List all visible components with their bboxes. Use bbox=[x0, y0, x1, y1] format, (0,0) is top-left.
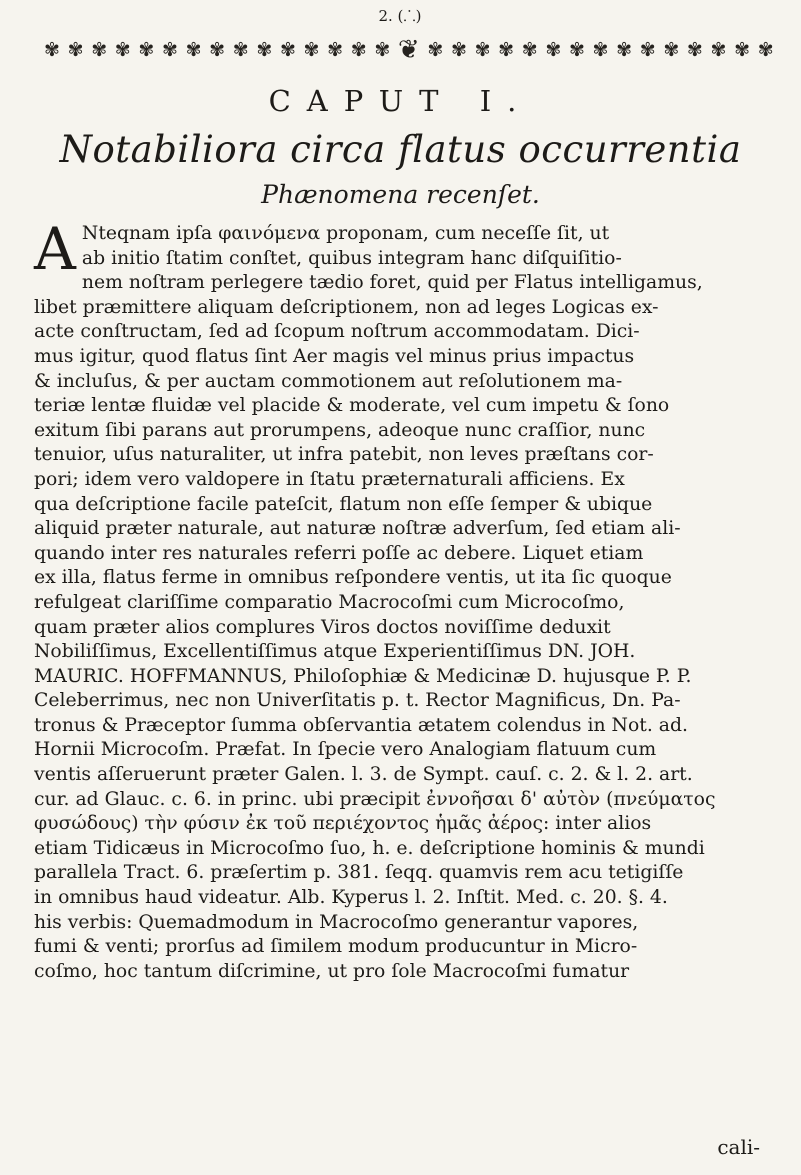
ornament-center-icon: ❦ bbox=[397, 34, 420, 65]
text-line: teriæ lentæ fluidæ vel placide & moderate, vel cum impetu & ſono bbox=[34, 395, 670, 417]
text-line: exitum ſibi parans aut prorumpens, adeoque nunc craſſior, nunc bbox=[34, 419, 646, 441]
text-line: Celeberrimus, nec non Univerſitatis p. t. Rector Magnificus, Dn. Pa- bbox=[34, 690, 681, 712]
text-line: pori; idem vero valdopere in ſtatu præternaturali afficiens. Ex bbox=[34, 468, 625, 490]
catchword: cali- bbox=[717, 1135, 760, 1159]
ornament-icon: ✾ bbox=[568, 38, 585, 61]
ornament-icon: ✾ bbox=[138, 38, 155, 61]
text-line: cur. ad Glauc. c. 6. in princ. ubi præcipit ἐννοῆσαι δ' αὐτὸν (πνεύματος bbox=[34, 788, 716, 810]
text-line: ex illa, flatus ferme in omnibus reſpondere ventis, ut ita ſic quoque bbox=[34, 567, 672, 589]
ornament-icon: ✾ bbox=[232, 38, 249, 61]
ornament-icon: ✾ bbox=[350, 38, 367, 61]
ornament-icon: ✾ bbox=[427, 38, 444, 61]
ornament-icon: ✾ bbox=[734, 38, 751, 61]
ornament-icon: ✾ bbox=[67, 38, 84, 61]
text-line: refulgeat clariſſime comparatio Macrocoſmi cum Microcoſmo, bbox=[34, 591, 625, 613]
text-line: quando inter res naturales referri poſſe ac debere. Liquet etiam bbox=[34, 542, 644, 564]
text-line: qua deſcriptione facile pateſcit, flatum non eſſe ſemper & ubique bbox=[34, 493, 653, 515]
text-line: Nobiliſſimus, Excellentiſſimus atque Experientiſſimus DN. JOH. bbox=[34, 641, 636, 663]
ornament-icon: ✾ bbox=[545, 38, 562, 61]
ornament-icon: ✾ bbox=[161, 38, 178, 61]
ornament-icon: ✾ bbox=[498, 38, 515, 61]
text-line: & incluſus, & per auctam commotionem aut reſolutionem ma- bbox=[34, 370, 623, 392]
text-line: ab initio ſtatim conſtet, quibus integram hanc diſquiſitio- bbox=[81, 247, 622, 269]
chapter-title: Notabiliora circa flatus occurrentia bbox=[59, 128, 742, 171]
ornament-icon: ✾ bbox=[686, 38, 703, 61]
text-line: MAURIC. HOFFMANNUS, Philoſophiæ & Medicinæ D. hujusque P. P. bbox=[34, 665, 692, 687]
chapter-subtitle: Phænomena recenſet. bbox=[261, 180, 540, 209]
ornament-icon: ✾ bbox=[44, 38, 60, 61]
text-line: Hornii Microcoſm. Præfat. In ſpecie vero Analogiam flatuum cum bbox=[34, 739, 657, 761]
text-line: parallela Tract. 6. præſertim p. 381. ſeqq. quamvis rem acu tetigiſſe bbox=[34, 862, 684, 884]
text-line: libet præmittere aliquam deſcriptionem, non ad leges Logicas ex- bbox=[34, 296, 659, 318]
ornament-icon: ✾ bbox=[209, 38, 226, 61]
ornament-icon: ✾ bbox=[521, 38, 538, 61]
text-line: aliquid præter naturale, aut naturæ noſtræ adverſum, ſed etiam ali- bbox=[34, 518, 681, 540]
text-line: Nteqnam ipſa φαινόμενα proponam, cum neceſſe ſit, ut bbox=[81, 223, 610, 244]
text-line: acte conſtructam, ſed ad ſcopum noſtrum accommodatam. Dici- bbox=[34, 321, 640, 343]
ornament-icon: ✾ bbox=[114, 38, 131, 61]
ornament-icon: ✾ bbox=[639, 38, 656, 61]
body-text bbox=[34, 215, 774, 984]
text-line: fumi & venti; prorſus ad ſimilem modum producuntur in Micro- bbox=[34, 936, 638, 958]
text-line: etiam Tidicæus in Microcoſmo ſuo, h. e. deſcriptione hominis & mundi bbox=[34, 837, 705, 859]
ornament-headband bbox=[44, 34, 774, 66]
text-line: his verbis: Quemadmodum in Macrocoſmo generantur vapores, bbox=[34, 911, 639, 933]
page-folio: 2. (⸫) bbox=[378, 7, 422, 25]
ornament-icon: ✾ bbox=[374, 38, 391, 61]
ornament-icon: ✾ bbox=[91, 38, 108, 61]
text-line: in omnibus haud videatur. Alb. Kyperus l. 2. Inſtit. Med. c. 20. §. 4. bbox=[34, 887, 668, 909]
chapter-heading: CAPUT I. bbox=[268, 84, 533, 118]
text-line: tenuior, uſus naturaliter, ut infra patebit, non leves præſtans cor- bbox=[34, 444, 654, 466]
text-lines bbox=[34, 215, 774, 984]
text-line: ventis aſſeruerunt præter Galen. l. 3. de Sympt. cauſ. c. 2. & l. 2. art. bbox=[34, 764, 693, 786]
text-line: coſmo, hoc tantum diſcrimine, ut pro ſole Macrocoſmi fumatur bbox=[34, 960, 630, 982]
ornament-icon: ✾ bbox=[450, 38, 467, 61]
ornament-icon: ✾ bbox=[592, 38, 609, 61]
ornament-icon: ✾ bbox=[710, 38, 727, 61]
drop-cap: A bbox=[34, 215, 76, 283]
ornament-icon: ✾ bbox=[303, 38, 320, 61]
ornament-icon: ✾ bbox=[185, 38, 202, 61]
text-line: φυσώδους) τὴν φύσιν ἐκ τοῦ περιέχοντος ἡμᾶς ἀέρος: inter alios bbox=[34, 813, 652, 835]
text-line: tronus & Præceptor ſumma obſervantia ætatem colendus in Not. ad. bbox=[34, 714, 688, 736]
ornament-icon: ✾ bbox=[663, 38, 680, 61]
ornament-icon: ✾ bbox=[279, 38, 296, 61]
ornament-icon: ✾ bbox=[616, 38, 633, 61]
ornament-icon: ✾ bbox=[757, 38, 774, 61]
ornament-icon: ✾ bbox=[474, 38, 491, 61]
ornament-icon: ✾ bbox=[256, 38, 273, 61]
text-line: mus igitur, quod flatus ſint Aer magis vel minus prius impactus bbox=[34, 345, 635, 367]
text-line: quam præter alios complures Viros doctos noviſſime deduxit bbox=[34, 616, 611, 638]
text-line: nem noſtram perlegere tædio foret, quid per Flatus intelligamus, bbox=[81, 272, 703, 294]
ornament-icon: ✾ bbox=[327, 38, 344, 61]
